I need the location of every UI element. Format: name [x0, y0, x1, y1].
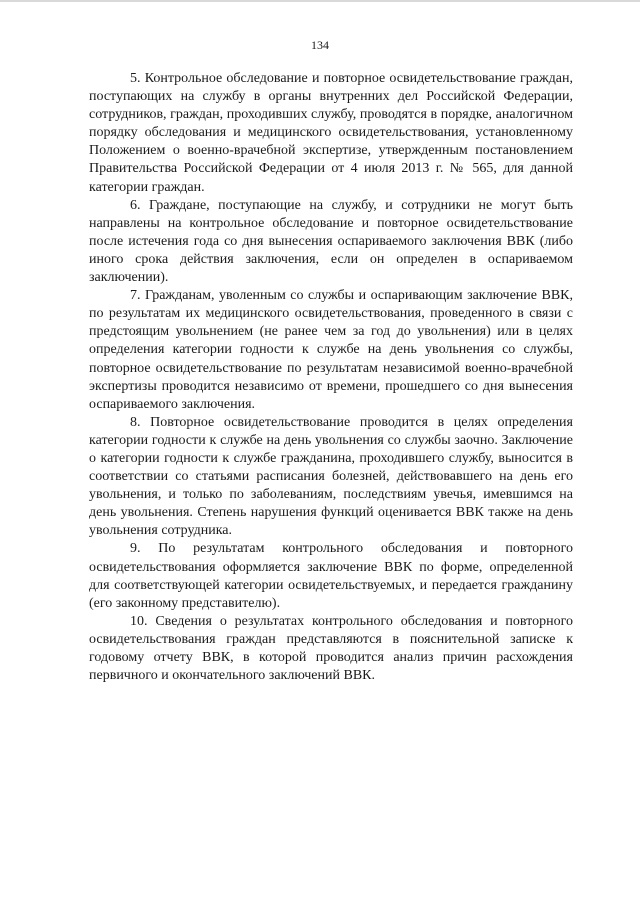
page-number: 134: [311, 38, 329, 52]
scan-edge: [0, 0, 640, 2]
paragraph-5: 5. Контрольное обследование и повторное освидетельствование граждан, поступающих на службу в органы внутренних дел Российской Федерации, сотрудников, граждан, проходивших службу, проводятся в порядке, аналогичном порядку обследования и медицинского освидетельствования, установленному Положением о военно-врачебной экспертизе, утвержденным постановлением Правительства Российской Федерации от 4 июля 2013 г. № 565, для данной категории граждан.: [89, 71, 573, 195]
paragraph-10: 10. Сведения о результатах контрольного обследования и повторного освидетельствования граждан представляются в пояснительной записке к годовому отчету ВВК, в которой проводится анализ причин расхождения первичного и окончательного заключений ВВК.: [89, 613, 573, 684]
paragraph-8: 8. Повторное освидетельствование проводится в целях определения категории годности к службе на день увольнения со службы заочно. Заключение о категории годности к службе гражданина, проходившего службу, выносится в соответствии со статьями расписания болезней, действовавшего на день его увольнения, и только по заболеваниям, последствиям увечья, имевшимся на день увольнения. Степень нарушения функций оценивается ВВК также на день увольнения сотрудника.: [89, 414, 573, 539]
paragraph-9: 9. По результатам контрольного обследования и повторного освидетельствования оформляется заключение ВВК по форме, определенной для соответствующей категории освидетельствуемых, и передается гражданину (его законному представителю).: [89, 541, 573, 611]
paragraph-7: 7. Гражданам, уволенным со службы и оспаривающим заключение ВВК, по результатам их медицинского освидетельствования, проведенного в связи с предстоящим увольнением (не ранее чем за год до увольнения) или в целях определения категории годности к службе на день увольнения со службы, повторное освидетельствование по результатам независимой военно-врачебной экспертизы проводится независимо от времени, прошедшего со дня вынесения оспариваемого заключения.: [89, 288, 573, 412]
document-body: [89, 70, 573, 685]
paragraph-6: 6. Граждане, поступающие на службу, и сотрудники не могут быть направлены на контрольное обследование и повторное освидетельствование после истечения года со дня вынесения оспариваемого заключения ВВК (либо иного срока действия заключения, если он определен в оспариваемом заключении).: [89, 197, 573, 286]
